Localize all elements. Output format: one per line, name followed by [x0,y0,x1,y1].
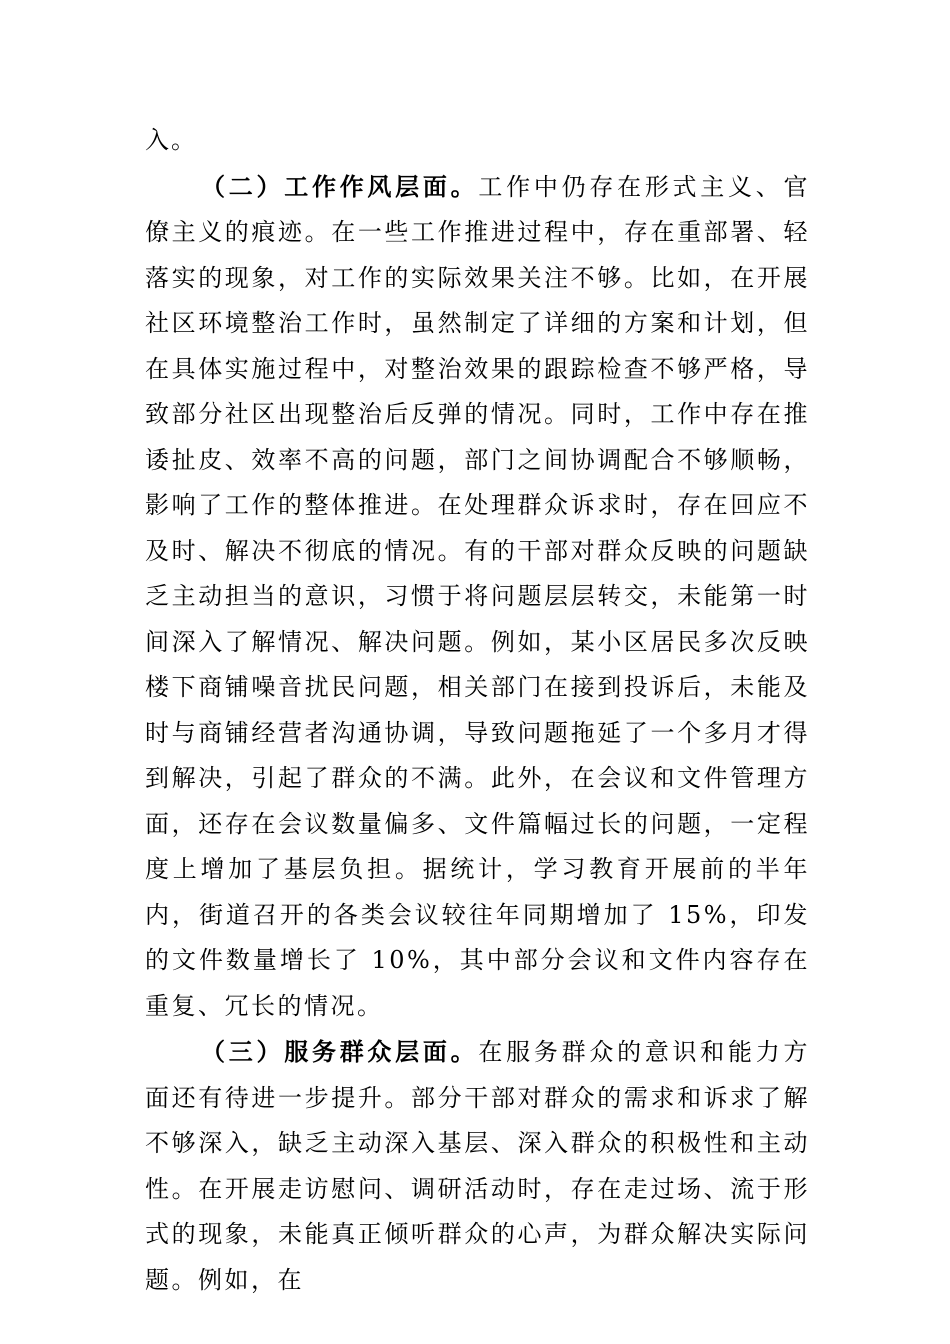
document-body [145,118,810,1303]
paragraph-serving-masses [145,1029,810,1303]
paragraph-text: 在服务群众的意识和能力方面还有待进一步提升。部分干部对群众的需求和诉求了解不够深入，缺乏主动深入基层、深入群众的积极性和主动性。在开展走访慰问、调研活动时，存在走过场、流于形式的现象，未能真正倾听群众的心声，为群众解决实际问题。例如，在 [145,1038,811,1294]
section-heading-work-style: （二）工作作风层面。 [201,171,479,201]
paragraph-work-style [145,164,810,1030]
section-heading-serving-masses: （三）服务群众层面。 [201,1037,479,1066]
paragraph-text: 工作中仍存在形式主义、官僚主义的痕迹。在一些工作推进过程中，存在重部署、轻落实的现象，对工作的实际效果关注不够。比如，在开展社区环境整治工作时，虽然制定了详细的方案和计划，但在具体实施过程中，对整治效果的跟踪检查不够严格，导致部分社区出现整治后反弹的情况。同时，工作中存在推诿扯皮、效率不高的问题，部门之间协调配合不够顺畅，影响了工作的整体推进。在处理群众诉求时，存在回应不及时、解决不彻底的情况。有的干部对群众反映的问题缺乏主动担当的意识，习惯于将问题层层转交，未能第一时间深入了解情况、解决问题。例如，某小区居民多次反映楼下商铺噪音扰民问题，相关部门在接到投诉后，未能及时与商铺经营者沟通协调，导致问题拖延了一个多月才得到解决，引起了群众的不满。此外，在会议和文件管理方面，还存在会议数量偏多、文件篇幅过长的问题，一定程度上增加了基层负担。据统计，学习教育开展前的半年内，街道召开的各类会议较往年同期增加了 15%，印发的文件数量增长了 10%，其中部分会议和文件内容存在重复、冗长的情况。 [145,172,811,1020]
paragraph-continuation [145,118,810,164]
paragraph-text: 入。 [145,126,197,154]
